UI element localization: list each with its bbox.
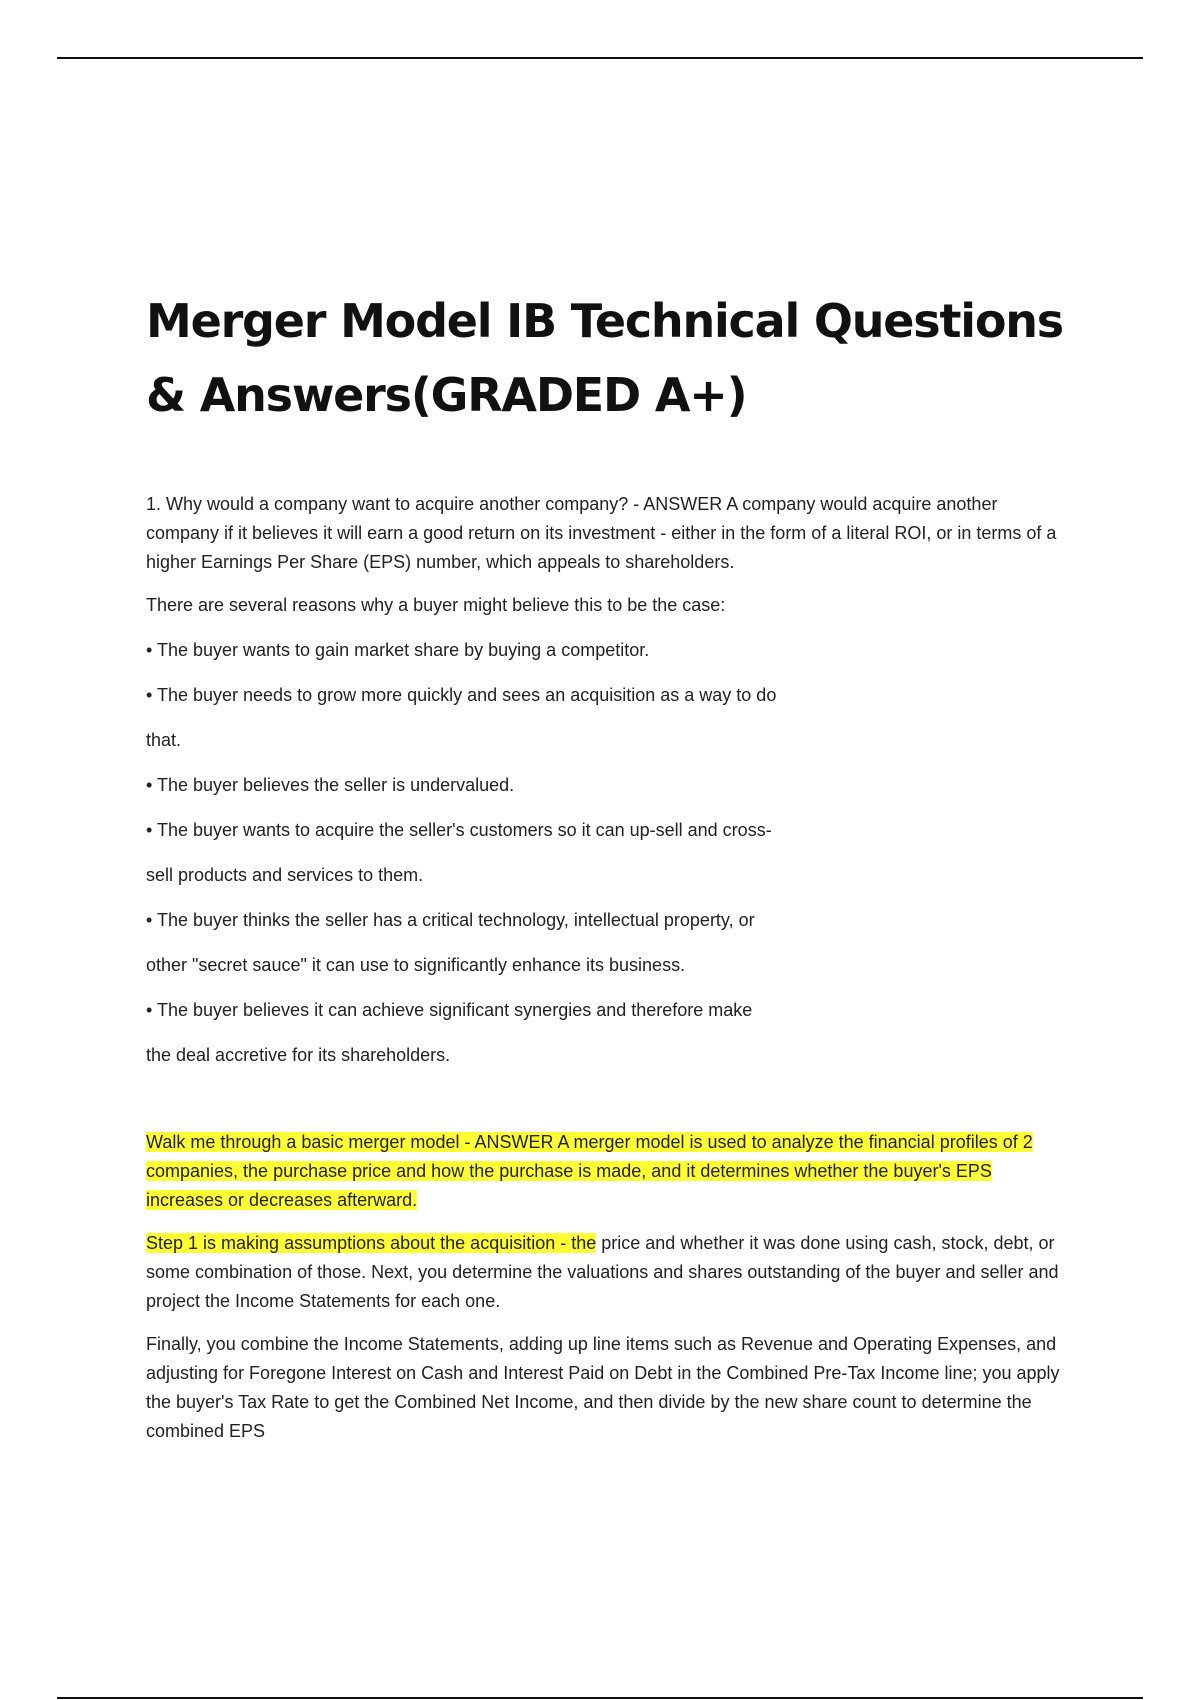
title-line-2: & Answers(GRADED A+) — [146, 368, 747, 422]
bullet-4-line-2: sell products and services to them. — [146, 865, 424, 885]
document-title — [146, 284, 1066, 432]
footer-rule — [57, 1697, 1143, 1699]
header-rule — [57, 57, 1143, 59]
reasons-intro: There are several reasons why a buyer might believe this to be the case: — [146, 595, 726, 615]
bullet-5-line-2: other "secret sauce" it can use to significantly enhance its business. — [146, 955, 686, 975]
bullet-6-line-2: the deal accretive for its shareholders. — [146, 1045, 451, 1065]
question-1-paragraph: 1. Why would a company want to acquire another company? - ANSWER A company would acquire another company if it believes it will earn a good return on its investment - either in the form of a literal ROI, or in terms of a higher Earnings Per Share (EPS) number, which appeals to shareholders. — [146, 494, 1057, 572]
step-1-paragraph — [146, 1229, 1066, 1316]
bullet-5-line-1: • The buyer thinks the seller has a critical technology, intellectual property, or — [146, 910, 755, 930]
question-2-paragraph — [146, 1128, 1066, 1215]
title-line-1: Merger Model IB Technical Questions — [146, 294, 1063, 348]
bullet-6-line-1: • The buyer believes it can achieve significant synergies and therefore make — [146, 1000, 753, 1020]
highlighted-text: Step 1 is making assumptions about the acquisition - the — [146, 1233, 597, 1253]
document-body — [146, 490, 1066, 1446]
bullet-4-line-1: • The buyer wants to acquire the seller's customers so it can up-sell and cross- — [146, 820, 772, 840]
bullet-1: • The buyer wants to gain market share by buying a competitor. — [146, 640, 650, 660]
bullet-2-line-1: • The buyer needs to grow more quickly and sees an acquisition as a way to do — [146, 685, 777, 705]
document-page — [146, 284, 1066, 1446]
highlighted-text: Walk me through a basic merger model - ANSWER A merger model is used to analyze the financial profiles of 2 companies, the purchase price and how the purchase is made, and it determines whether the buyer's EPS increases or decreases afterward. — [146, 1132, 1033, 1210]
bullet-2-line-2: that. — [146, 730, 182, 750]
bullet-3: • The buyer believes the seller is undervalued. — [146, 775, 515, 795]
step-1-rest: price and whether it was done using cash, stock, debt, or some combination of those. Next, you determine the valuations and shares outstanding of the buyer and seller and project the Income Statements for each one. — [146, 1233, 1059, 1311]
finally-paragraph: Finally, you combine the Income Statements, adding up line items such as Revenue and Operating Expenses, and adjusting for Foregone Interest on Cash and Interest Paid on Debt in the Combined Pre-Tax Income line; you apply the buyer's Tax Rate to get the Combined Net Income, and then divide by the new share count to determine the combined EPS — [146, 1334, 1060, 1441]
